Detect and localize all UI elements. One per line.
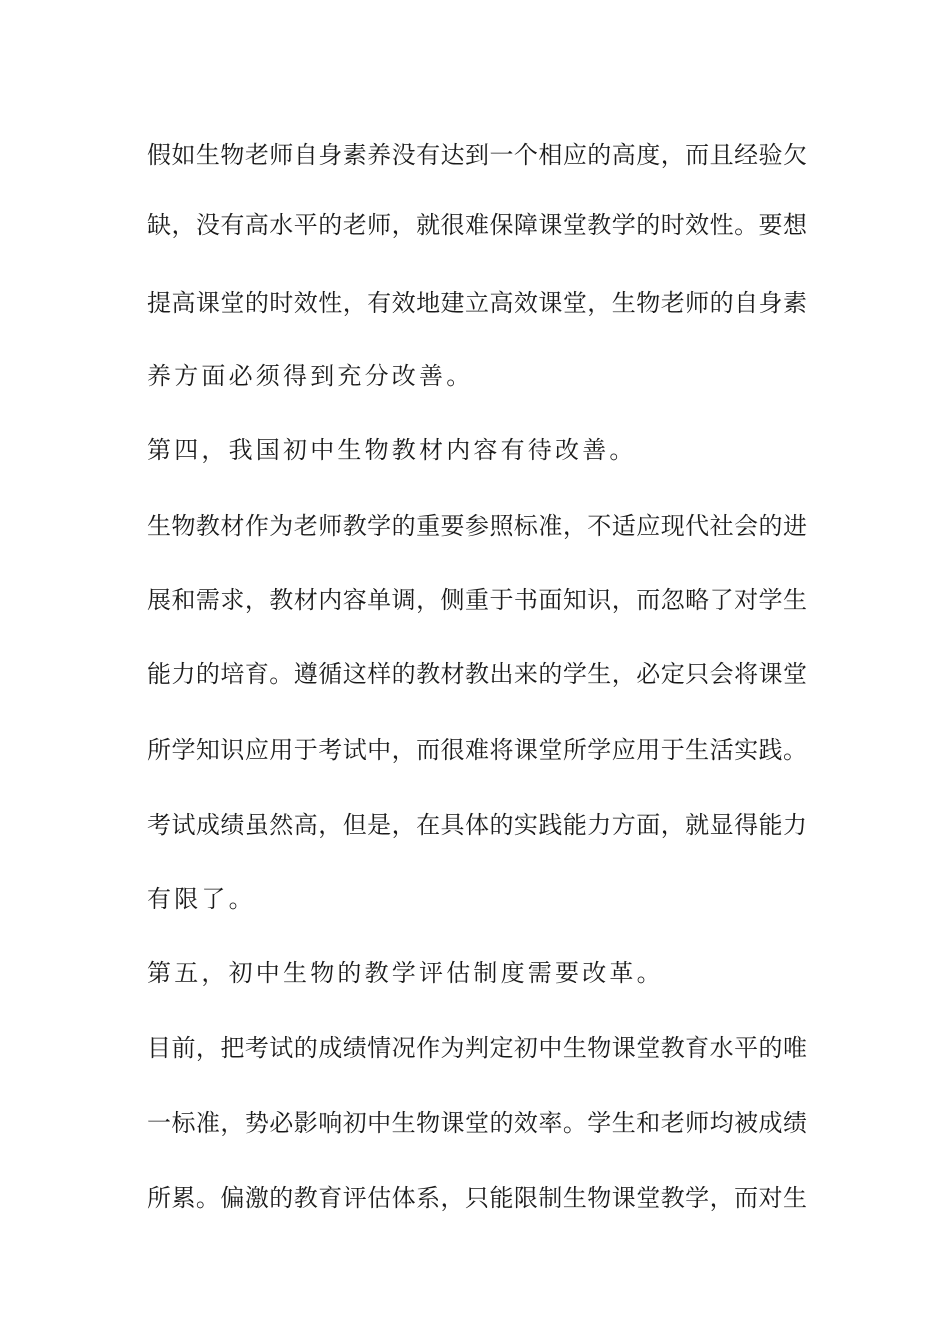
- text-line: 生物教材作为老师教学的重要参照标准，不适应现代社会的进: [147, 512, 807, 540]
- text-line: 有限了。: [147, 885, 256, 913]
- text-line: 一标准，势必影响初中生物课堂的效率。学生和老师均被成绩: [147, 1109, 807, 1137]
- text-line: 提高课堂的时效性，有效地建立高效课堂，生物老师的自身素: [147, 289, 807, 317]
- text-line: 假如生物老师自身素养没有达到一个相应的高度，而且经验欠: [147, 141, 807, 169]
- section-heading: 第四，我国初中生物教材内容有待改善。: [147, 436, 637, 464]
- text-line: 目前，把考试的成绩情况作为判定初中生物课堂教育水平的唯: [147, 1034, 807, 1062]
- text-line: 缺，没有高水平的老师，就很难保障课堂教学的时效性。要想: [147, 211, 807, 239]
- text-line: 考试成绩虽然高，但是，在具体的实践能力方面，就显得能力: [147, 811, 807, 839]
- text-line: 展和需求，教材内容单调，侧重于书面知识，而忽略了对学生: [147, 586, 807, 614]
- text-line: 能力的培育。遵循这样的教材教出来的学生，必定只会将课堂: [147, 660, 807, 688]
- text-line: 养方面必须得到充分改善。: [147, 362, 474, 390]
- text-line: 所学知识应用于考试中，而很难将课堂所学应用于生活实践。: [147, 736, 807, 764]
- text-line: 所累。偏激的教育评估体系，只能限制生物课堂教学，而对生: [147, 1184, 807, 1212]
- section-heading: 第五，初中生物的教学评估制度需要改革。: [147, 959, 664, 987]
